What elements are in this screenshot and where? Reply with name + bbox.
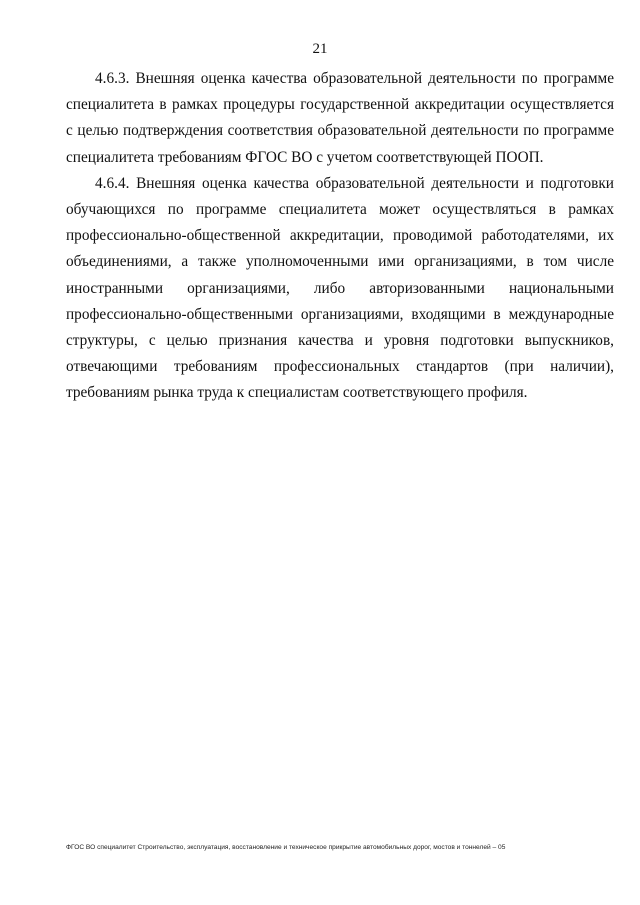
paragraph-4-6-4: 4.6.4. Внешняя оценка качества образовательной деятельности и подготовки обучающихся по программе специалитета может осуществляться в рамках профессионально-общественной аккредитации, проводимой работодателями, их объединениями, а также уполномоченными ими организациями, в том числе иностранными организациями, либо авторизованными национальными профессионально-общественными организациями, входящими в международные структуры, с целью признания качества и уровня подготовки выпускников, отвечающими требованиям профессиональных стандартов (при наличии), требованиям рынка труда к специалистам соответствующего профиля.: [66, 174, 614, 402]
page-number: 21: [312, 41, 328, 57]
paragraph-4-6-3: 4.6.3. Внешняя оценка качества образовательной деятельности по программе специалитета в рамках процедуры государственной аккредитации осуществляется с целью подтверждения соответствия образовательной деятельности по программе специалитета требованиям ФГОС ВО с учетом соответствующей ПООП.: [66, 70, 614, 166]
document-body: [66, 66, 614, 407]
page-footer: ФГОС ВО специалитет Строительство, эксплуатация, восстановление и техническое прикрытие автомобильных дорог, мостов и тоннелей – 05: [66, 844, 506, 851]
